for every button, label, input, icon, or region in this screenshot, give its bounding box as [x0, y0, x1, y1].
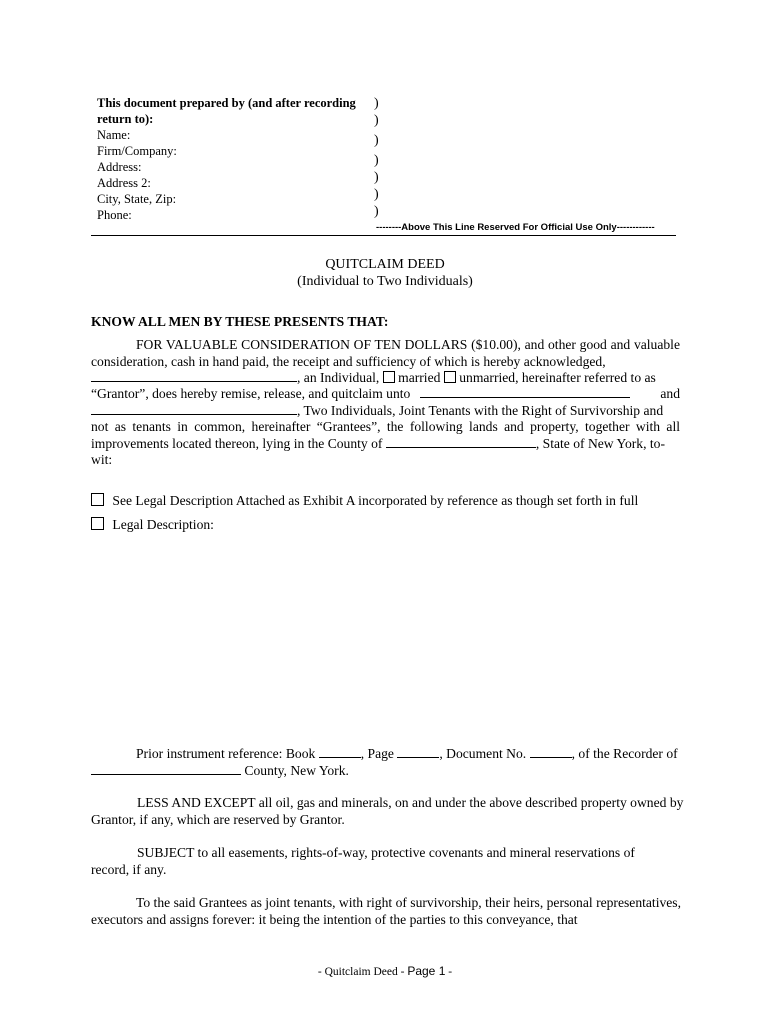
- know-all-heading: KNOW ALL MEN BY THESE PRESENTS THAT:: [91, 314, 389, 329]
- state-text: , State of New York, to-: [535, 435, 665, 451]
- county-line: [91, 763, 349, 780]
- unmarried-checkbox[interactable]: [444, 371, 456, 383]
- to-said-para: To the said Grantees as joint tenants, with right of survivorship, their heirs, personal representatives, executors and assigns forever: it being the intention of the parties to this conveyance, that: [91, 895, 681, 927]
- field-address: Address:: [97, 160, 142, 174]
- footer-trail: -: [448, 966, 453, 978]
- grantor-text: “Grantor”, does hereby remise, release, and quitclaim unto: [91, 386, 411, 401]
- legal-desc-checkbox[interactable]: [91, 517, 104, 530]
- doc-blank[interactable]: [530, 746, 572, 758]
- exhibit-option: [91, 493, 638, 510]
- less-except-para: LESS AND EXCEPT all oil, gas and minerals, on and under the above described property owned by Grantor, if any, which are reserved by Grantor.: [91, 795, 684, 827]
- paren: ): [374, 187, 379, 202]
- field-phone: Phone:: [97, 208, 132, 222]
- book-text: Prior instrument reference: Book: [136, 746, 316, 761]
- grantor-quitclaim-line: [91, 386, 680, 403]
- deed-title: QUITCLAIM DEED: [325, 257, 445, 272]
- married-checkbox[interactable]: [383, 371, 395, 383]
- an-individual-text: , an Individual,: [297, 370, 380, 385]
- deed-subtitle: (Individual to Two Individuals): [297, 274, 473, 289]
- page-text: , Page: [360, 746, 394, 761]
- recorder-text: , of the Recorder of: [571, 746, 678, 761]
- field-name: Name:: [97, 128, 131, 142]
- paren: ): [374, 170, 379, 185]
- field-firm: Firm/Company:: [97, 144, 177, 158]
- married-label: married: [398, 370, 441, 385]
- paren: ): [374, 204, 379, 219]
- exhibit-checkbox[interactable]: [91, 493, 104, 506]
- county-text: County, New York.: [244, 763, 349, 778]
- grantee2-name-blank[interactable]: [91, 403, 297, 415]
- county-blank[interactable]: [386, 436, 536, 448]
- footer-doc-name: - Quitclaim Deed -: [317, 966, 405, 978]
- legal-desc-label: Legal Description:: [112, 517, 214, 532]
- footer-page-number: Page 1: [407, 964, 446, 978]
- field-city-state-zip: City, State, Zip:: [97, 192, 177, 206]
- page-blank[interactable]: [397, 746, 439, 758]
- prior-instrument-line: [136, 746, 678, 763]
- grantor-line: [91, 370, 680, 387]
- prepared-by-line1: This document prepared by (and after recording: [97, 96, 356, 110]
- paren: ): [374, 133, 379, 148]
- unmarried-label: unmarried, hereinafter referred to as: [459, 370, 656, 385]
- paren: ): [374, 96, 379, 111]
- paren-column: [374, 96, 379, 220]
- header-divider: [91, 235, 676, 236]
- two-individuals-text: , Two Individuals, Joint Tenants with the Right of Survivorship and: [297, 403, 664, 418]
- preparer-block: [97, 95, 372, 223]
- grantor-name-blank[interactable]: [91, 370, 297, 382]
- book-blank[interactable]: [319, 746, 361, 758]
- legal-desc-option: [91, 517, 214, 534]
- paren: ): [374, 113, 379, 128]
- and-text: and: [660, 386, 680, 401]
- reserved-line-label: --------Above This Line Reserved For Official Use Only------------: [376, 222, 655, 233]
- grantee-name-blank[interactable]: [420, 386, 630, 398]
- paren: ): [374, 153, 379, 168]
- lands-para: [91, 419, 680, 452]
- wit-text: wit:: [91, 452, 113, 467]
- title-block: [0, 256, 770, 290]
- lands-text: not as tenants in common, hereinafter “Grantees”, the following lands and property, together with all improvements located thereon, lying in the County of: [91, 419, 680, 451]
- recorder-county-blank[interactable]: [91, 763, 241, 775]
- subject-para: SUBJECT to all easements, rights-of-way, protective covenants and mineral reservations of record, if any.: [91, 845, 635, 877]
- exhibit-label: See Legal Description Attached as Exhibit A incorporated by reference as though set forth in full: [112, 493, 639, 508]
- grantee2-line: [91, 403, 680, 420]
- page-footer: [0, 964, 770, 978]
- doc-text: , Document No.: [439, 746, 527, 761]
- field-address2: Address 2:: [97, 176, 151, 190]
- prepared-by-line2: return to):: [97, 112, 154, 126]
- consideration-para: FOR VALUABLE CONSIDERATION OF TEN DOLLARS ($10.00), and other good and valuable consideration, cash in hand paid, the receipt and sufficiency of which is hereby acknowledged,: [91, 337, 680, 369]
